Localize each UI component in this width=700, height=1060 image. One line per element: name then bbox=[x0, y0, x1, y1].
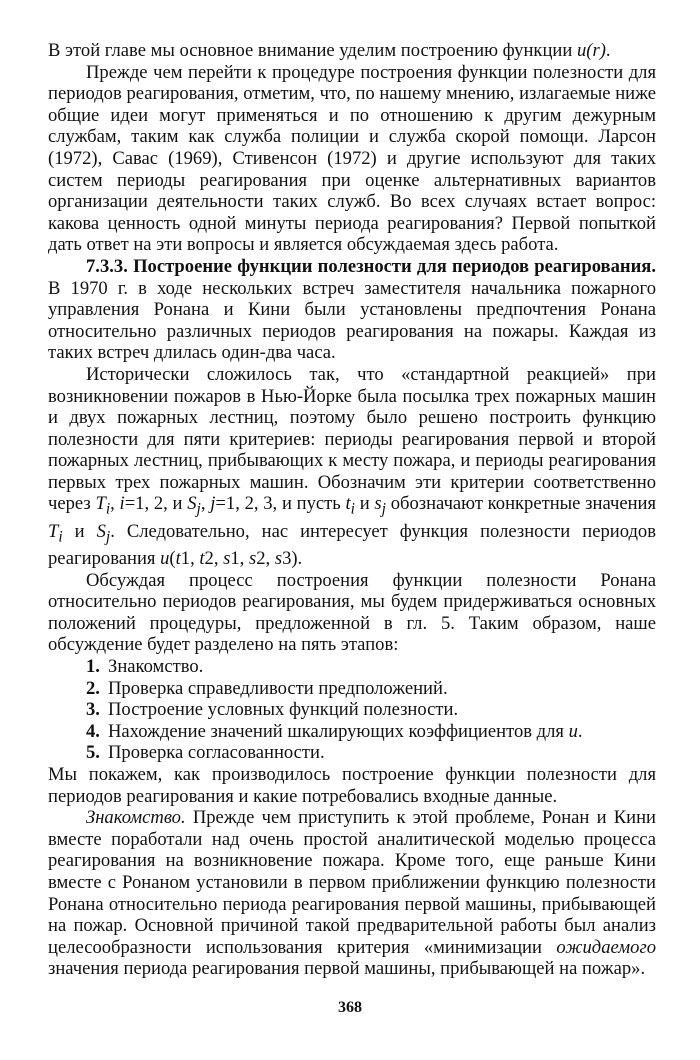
list-item bbox=[86, 678, 656, 700]
p3-math: S bbox=[96, 520, 106, 542]
paragraph-1: Прежде чем перейти к процедуре построения функции полезности для периодов реагирования, отметим, что, по нашему мнению, излагаемые ниже общие идеи могут применяться и по отношению к другим дежурным службам, таким как служба полиции и служба скорой помощи. Ларсон (1972), Савас (1969), Стивенсон (1972) и другие используют для таких систем периоды реагирования при оценке альтернативных вариантов организации деятельности таких служб. Во всех случаях встает вопрос: какова ценность одной минуты периода реагирования? Первой попыткой дать ответ на эти вопросы и является обсуждаемая здесь работа. bbox=[48, 61, 656, 256]
p3-text: 2, bbox=[256, 548, 275, 570]
steps-list bbox=[48, 656, 656, 764]
intro-paragraph bbox=[48, 40, 656, 62]
p3-text: =1, 2, и bbox=[124, 493, 188, 515]
p6-text: значения периода реагирования первой машины, прибывающей на пожар». bbox=[48, 958, 646, 980]
p3-text: Исторически сложилось так, что «стандартной реакцией» при возникновении пожаров в Нью-Йорке была посылка трех пожарных машин и двух пожарных лестниц, поэтому было решено построить функцию полезности для пяти критериев: периоды реагирования первой и второй пожарных лестниц, прибывающих к месту пожара, и периоды реагирования первых трех пожарных машин. Обозначим эти критерии соответственно через bbox=[48, 363, 656, 515]
step-text: Нахождение значений шкалирующих коэффициентов для bbox=[108, 720, 569, 742]
step-number: 4. bbox=[86, 720, 100, 742]
list-item bbox=[86, 656, 656, 678]
intro-text: В этой главе мы основное внимание уделим построению функции bbox=[48, 40, 577, 61]
p3-sub: i bbox=[105, 501, 111, 519]
p3-text: 3). bbox=[282, 548, 303, 570]
section-paragraph bbox=[48, 256, 656, 364]
p3-text: =1, 2, 3, и пусть bbox=[215, 493, 346, 515]
p6-emphasis: ожидаемого bbox=[556, 936, 656, 958]
list-item bbox=[86, 721, 656, 743]
p3-math: s bbox=[248, 548, 257, 570]
intro-end: . bbox=[605, 40, 611, 61]
p3-math: t bbox=[345, 493, 351, 515]
page-body bbox=[48, 40, 656, 980]
step-math: u bbox=[568, 720, 578, 742]
list-item bbox=[86, 699, 656, 721]
step-number: 1. bbox=[86, 656, 100, 678]
step-end: . bbox=[577, 720, 583, 742]
p3-text: обозначают конкретные значения bbox=[385, 493, 657, 515]
intro-math: u(r) bbox=[576, 40, 606, 61]
p3-math: t bbox=[175, 548, 181, 570]
p3-math: s bbox=[274, 548, 283, 570]
p3-text: ( bbox=[169, 548, 176, 570]
step-number: 3. bbox=[86, 699, 100, 721]
p3-sub: j bbox=[381, 501, 386, 519]
step-number: 5. bbox=[86, 742, 100, 764]
step-text: Знакомство. bbox=[108, 656, 204, 678]
p3-math: j bbox=[210, 493, 216, 515]
p3-text: , bbox=[200, 493, 211, 515]
p3-sub: i bbox=[58, 528, 63, 546]
section-title: Построение функции полезности для периодов реагирования. bbox=[133, 255, 656, 277]
section-number: 7.3.3. bbox=[86, 255, 128, 277]
p3-math: S bbox=[187, 493, 197, 515]
p3-text: 1, bbox=[180, 548, 200, 570]
p3-text: и bbox=[354, 493, 375, 515]
step-text: Проверка согласованности. bbox=[108, 742, 325, 764]
p3-math: t bbox=[199, 548, 205, 570]
p3-math: T bbox=[48, 520, 59, 542]
p3-sub: j bbox=[196, 501, 201, 519]
p3-sub: j bbox=[105, 528, 111, 546]
step-text: Построение условных функций полезности. bbox=[108, 699, 459, 721]
p6-lead: Знакомство. bbox=[86, 807, 186, 829]
p3-text: . Следовательно, нас интересует функция полезности периодов реагирования bbox=[48, 520, 656, 570]
p3-text: 2, bbox=[204, 548, 224, 570]
step-text: Проверка справедливости предположений. bbox=[108, 677, 448, 699]
paragraph-3 bbox=[48, 364, 656, 570]
p3-sub: i bbox=[350, 501, 355, 519]
paragraph-5: Мы покажем, как производилось построение функции полезности для периодов реагирования и какие потребовались входные данные. bbox=[48, 764, 656, 807]
paragraph-4: Обсуждая процесс построения функции полезности Ронана относительно периодов реагирования, мы будем придерживаться основных положений процедуры, предложенной в гл. 5. Таким образом, наше обсуждение будет разделено на пять этапов: bbox=[48, 569, 656, 656]
p3-text: , bbox=[110, 493, 120, 515]
p3-math: T bbox=[95, 493, 106, 515]
section-body: В 1970 г. в ходе нескольких встреч заместителя начальника пожарного управления Ронана и Кини были установлены предпочтения Ронана относительно различных периодов реагирования на пожары. Каждая из таких встреч длилась один-два часа. bbox=[48, 277, 656, 364]
p3-text: 1, bbox=[230, 548, 249, 570]
paragraph-6 bbox=[48, 807, 656, 980]
page-number: 368 bbox=[338, 999, 362, 1016]
p3-math: s bbox=[374, 493, 382, 515]
p3-math: s bbox=[223, 548, 231, 570]
p3-math: u bbox=[160, 548, 170, 570]
p6-text: Прежде чем приступить к этой проблеме, Ронан и Кини вместе поработали над очень простой аналитической моделью процесса реагирования на возникновение пожара. Кроме того, еще раньше Кини вместе с Ронаном установили в первом приближении функцию полезности Ронана относительно периода реагирования первой машины, прибывающей на пожар. Основной причиной такой предварительной работы был анализ целесообразности использования критерия «минимизации bbox=[48, 807, 656, 958]
list-item bbox=[86, 742, 656, 764]
p3-text: и bbox=[62, 520, 97, 542]
p3-math: i bbox=[119, 493, 125, 515]
step-number: 2. bbox=[86, 677, 100, 699]
